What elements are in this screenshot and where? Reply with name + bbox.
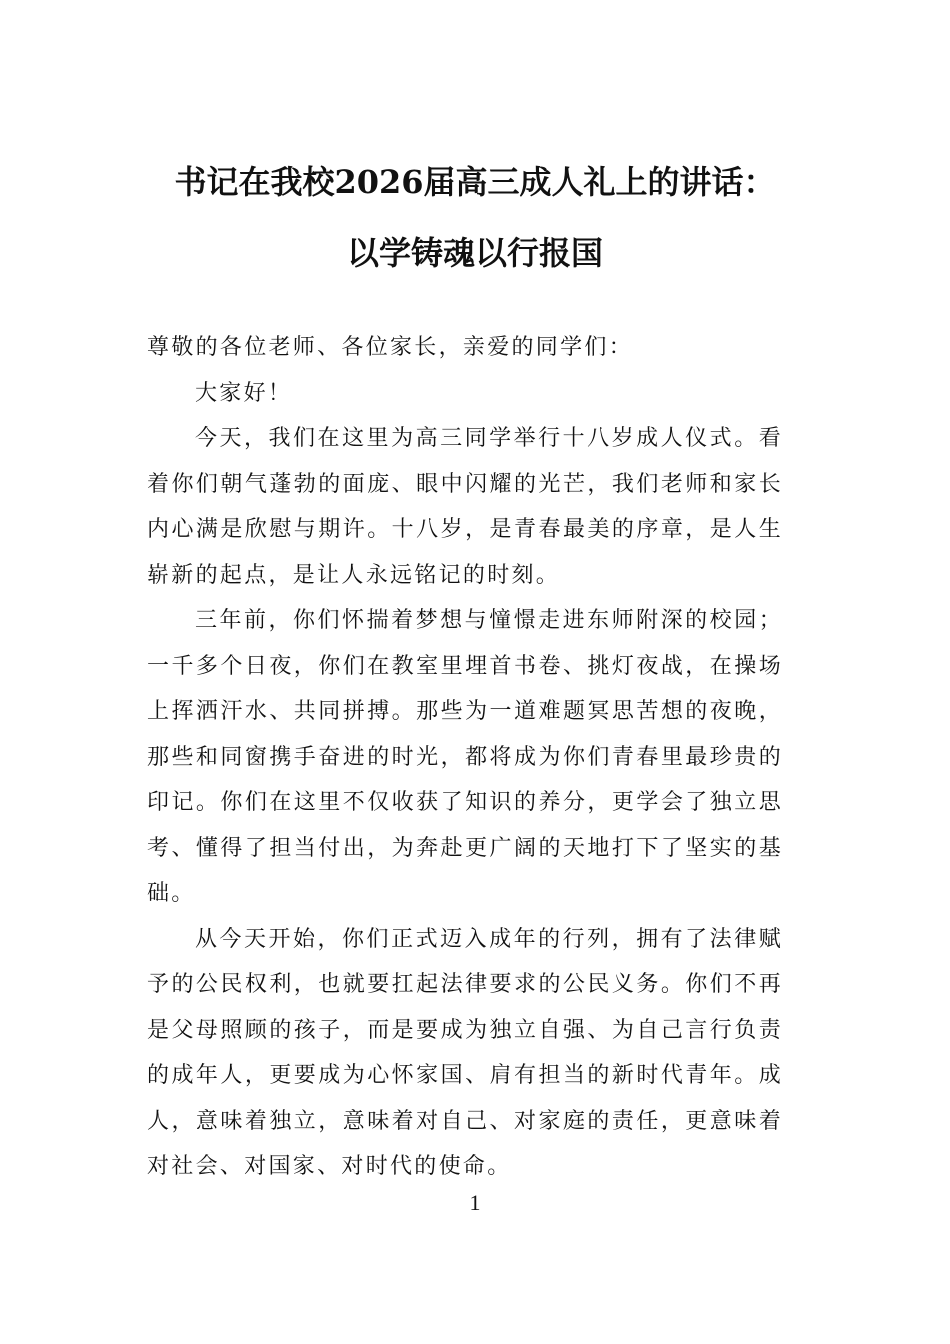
page-number: 1 [469,1190,481,1215]
paragraph-2: 三年前，你们怀揣着梦想与憧憬走进东师附深的校园；一千多个日夜，你们在教室里埋首书卷、挑灯夜战，在操场上挥洒汗水、共同拼搏。那些为一道难题冥思苦想的夜晚，那些和同窗携手奋进的时光，都将成为你们青春里最珍贵的印记。你们在这里不仅收获了知识的养分，更学会了独立思考、懂得了担当付出，为奔赴更广阔的天地打下了坚实的基础。 [147,608,783,906]
paragraph-1: 今天，我们在这里为高三同学举行十八岁成人仪式。看着你们朝气蓬勃的面庞、眼中闪耀的光芒，我们老师和家长内心满是欣慰与期许。十八岁，是青春最美的序章，是人生崭新的起点，是让人永远铭记的时刻。 [147,426,783,588]
paragraph-3: 从今天开始，你们正式迈入成年的行列，拥有了法律赋予的公民权利，也就要扛起法律要求的公民义务。你们不再是父母照顾的孩子，而是要成为独立自强、为自己言行负责的成年人，更要成为心怀家国、肩有担当的新时代青年。成人，意味着独立，意味着对自己、对家庭的责任，更意味着对社会、对国家、对时代的使命。 [147,926,783,1179]
document-title-line-2: 以学铸魂以行报国 [346,234,603,272]
paragraph-greeting: 大家好！ [195,380,293,406]
document-body [147,325,783,1190]
document-title-line-1: 书记在我校2026届高三成人礼上的讲话： [174,163,776,201]
salutation: 尊敬的各位老师、各位家长，亲爱的同学们： [147,335,634,360]
